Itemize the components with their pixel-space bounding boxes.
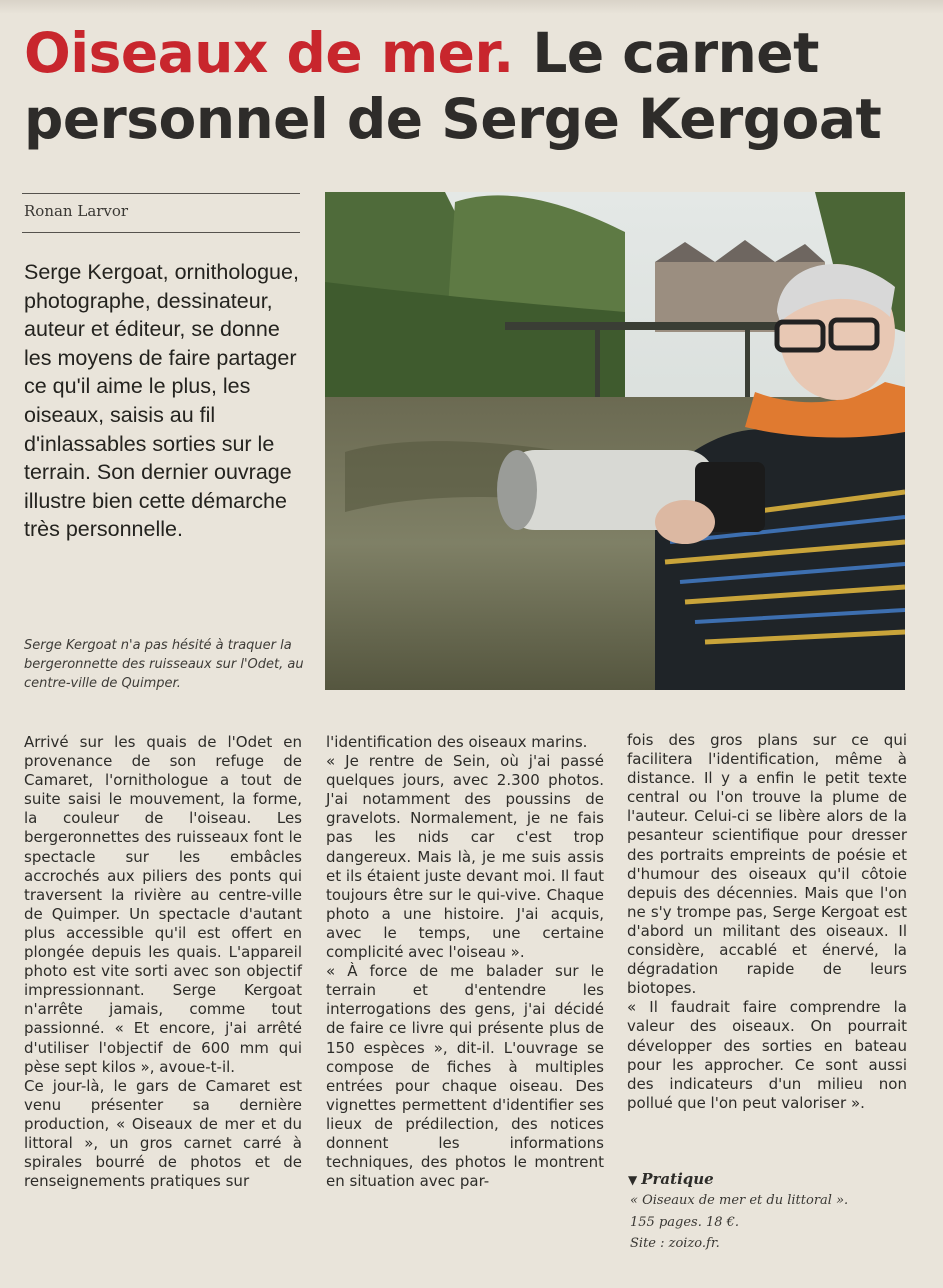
bridge-pillar-2 (745, 330, 750, 400)
pratique-label: Pratique (641, 1170, 714, 1188)
paragraph: « À force de me balader sur le terrain et d'entendre les interrogations des gens, j'ai décidé de faire ce livre qui présente plus de 150 espèces », dit-il. L'ouvrage se compose de fiches à multiples entrées pour chaque oiseau. Des vignettes permettent d'identifier ses lieux de prédilection, des notices donnent les informations techniques, des photos le montrent en situation avec par- (326, 962, 604, 1191)
article-column-1 (24, 733, 302, 1191)
pratique-book-info: 155 pages. 18 €. (630, 1215, 740, 1230)
article-column-2 (326, 733, 604, 1191)
byline-rule-bottom (22, 232, 300, 233)
headline-main-part: Le carnet personnel de Serge Kergoat (24, 21, 882, 151)
photo-caption: Serge Kergoat n'a pas hésité à traquer la bergeronnette des ruisseaux sur l'Odet, au centre-ville de Quimper. (24, 638, 304, 691)
paragraph: Arrivé sur les quais de l'Odet en provenance de son refuge de Camaret, l'ornithologue a tout de suite saisi le mouvement, la forme, la couleur de l'oiseau. Les bergeronnettes des ruisseaux font le spectacle sur les embâcles accrochés aux piliers des ponts qui traversent la rivière au centre-ville de Quimper. Un spectacle d'autant plus accessible qu'il est offert en plongée depuis les quais. L'appareil photo est vite sorti avec son objectif impressionnant. Serge Kergoat n'arrête jamais, comme tout passionné. « Et encore, j'ai arrêté d'utiliser l'objectif de 600 mm qui pèse sept kilos », avoue-t-il. (24, 733, 302, 1076)
pratique-heading (628, 1170, 714, 1188)
byline: Ronan Larvor (24, 202, 129, 220)
article-column-3 (627, 731, 907, 1113)
paragraph: Ce jour-là, le gars de Camaret est venu présenter sa dernière production, « Oiseaux de mer et du littoral », un gros carnet carré à spirales bourré de photos et de renseignements pratiques sur (24, 1076, 302, 1191)
pratique-website: Site : zoizo.fr. (630, 1236, 720, 1251)
article-photo (325, 192, 905, 690)
footbridge (505, 322, 785, 330)
page-top-strip (0, 0, 943, 14)
paragraph: l'identification des oiseaux marins. (326, 733, 588, 751)
paragraph: « Je rentre de Sein, où j'ai passé quelques jours, avec 2.300 photos. J'ai notamment des poussins de gravelots. Normalement, je ne fais pas les nids car c'est trop dangereux. Mais là, je me suis assis et ils étaient juste devant moi. Il faut toujours être sur le qui-vive. Chaque photo a une histoire. J'ai acquis, avec le temps, une certaine complicité avec l'oiseau ». (326, 752, 604, 962)
byline-rule-top (22, 193, 300, 194)
triangle-down-icon: ▼ (628, 1173, 638, 1187)
headline-red-part: Oiseaux de mer. (24, 21, 514, 85)
paragraph: « Il faudrait faire comprendre la valeur des oiseaux. On pourrait développer des sorties en bateau pour les approcher. Ce sont aussi des indicateurs d'un milieu non pollué que l'on peut valoriser ». (627, 998, 907, 1112)
paragraph: fois des gros plans sur ce qui facilitera l'identification, même à distance. Il y a enfin le petit texte central ou l'on trouve la plume de l'auteur. Celui-ci se libère alors de la pesanteur scientifique pour dresser des portraits empreints de poésie et d'humour des oiseaux qu'il côtoie depuis des décennies. Mais que l'on ne s'y trompe pas, Serge Kergoat est d'abord un militant des oiseaux. Il considère, accablé et énervé, la dégradation rapide de leurs biotopes. (627, 731, 907, 998)
photo-illustration (325, 192, 905, 690)
article-lead: Serge Kergoat, ornithologue, photographe, dessinateur, auteur et éditeur, se donne les moyens de faire partager ce qu'il aime le plus, les oiseaux, saisis au fil d'inlassables sorties sur le terrain. Son dernier ouvrage illustre bien cette démarche très personnelle. (24, 260, 299, 542)
pratique-book-title: « Oiseaux de mer et du littoral ». (630, 1193, 849, 1208)
article-headline (24, 20, 924, 152)
lens-front (497, 450, 537, 530)
man-hand (655, 500, 715, 544)
